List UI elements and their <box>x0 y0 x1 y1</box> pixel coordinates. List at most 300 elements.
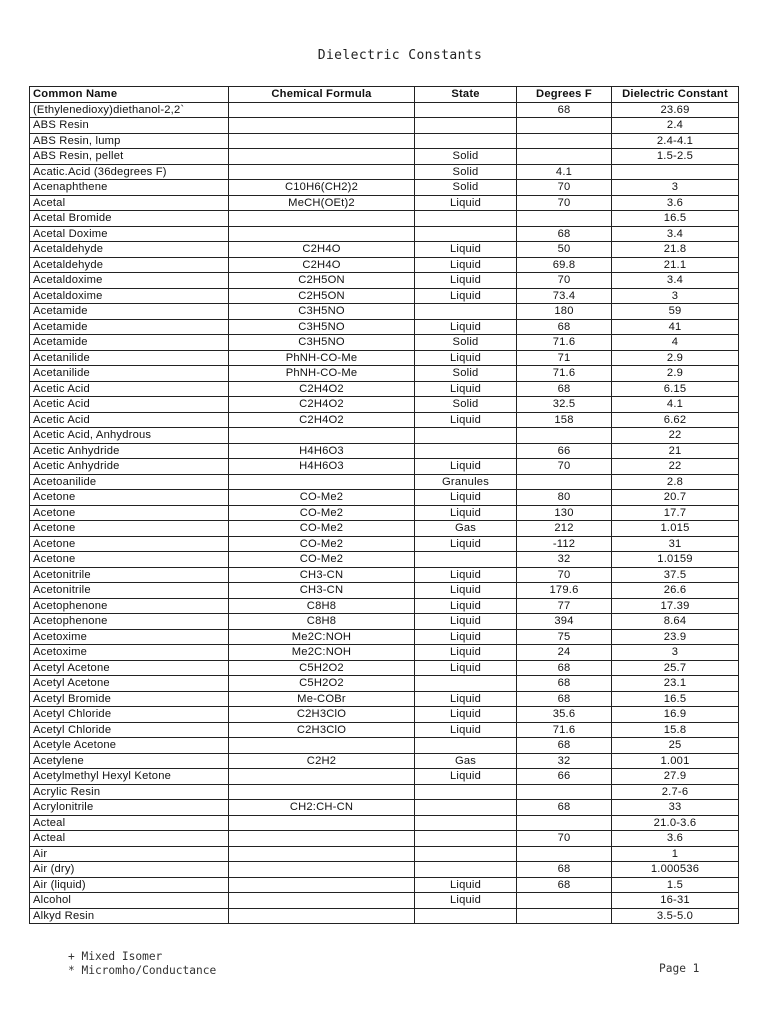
chemical-formula-cell <box>229 908 415 924</box>
table-row <box>30 273 739 289</box>
state-cell: Liquid <box>415 629 517 645</box>
dielectric-constant-cell: 23.69 <box>612 102 739 118</box>
table-row <box>30 443 739 459</box>
dielectric-constant-cell: 1.000536 <box>612 862 739 878</box>
chemical-formula-cell: C5H2O2 <box>229 676 415 692</box>
degrees-f-cell: 212 <box>517 521 612 537</box>
dielectric-constant-cell: 21.1 <box>612 257 739 273</box>
degrees-f-cell <box>517 815 612 831</box>
chemical-formula-cell: C2H3ClO <box>229 722 415 738</box>
degrees-f-cell: 75 <box>517 629 612 645</box>
table-row <box>30 164 739 180</box>
dielectric-constant-cell: 25.7 <box>612 660 739 676</box>
table-row <box>30 614 739 630</box>
common-name-cell: Acetyle Acetone <box>30 738 229 754</box>
common-name-cell: Acetyl Chloride <box>30 722 229 738</box>
table-row <box>30 211 739 227</box>
dielectric-constant-cell: 20.7 <box>612 490 739 506</box>
table-row <box>30 226 739 242</box>
common-name-cell: Acetophenone <box>30 614 229 630</box>
common-name-cell: Alcohol <box>30 893 229 909</box>
dielectric-constant-cell: 17.7 <box>612 505 739 521</box>
chemical-formula-cell: C2H4O2 <box>229 397 415 413</box>
column-header-state: State <box>415 87 517 103</box>
state-cell: Liquid <box>415 319 517 335</box>
degrees-f-cell: 158 <box>517 412 612 428</box>
chemical-formula-cell <box>229 877 415 893</box>
degrees-f-cell: 70 <box>517 273 612 289</box>
dielectric-constant-cell: 33 <box>612 800 739 816</box>
common-name-cell: Acteal <box>30 815 229 831</box>
chemical-formula-cell: C2H2 <box>229 753 415 769</box>
degrees-f-cell: 394 <box>517 614 612 630</box>
state-cell: Liquid <box>415 273 517 289</box>
dielectric-constant-cell: 17.39 <box>612 598 739 614</box>
dielectric-constant-cell: 2.4-4.1 <box>612 133 739 149</box>
state-cell: Liquid <box>415 598 517 614</box>
state-cell <box>415 133 517 149</box>
degrees-f-cell: 50 <box>517 242 612 258</box>
state-cell <box>415 304 517 320</box>
dielectric-constant-cell: 1.001 <box>612 753 739 769</box>
state-cell: Liquid <box>415 257 517 273</box>
common-name-cell: Acetic Acid <box>30 381 229 397</box>
state-cell <box>415 676 517 692</box>
table-row <box>30 505 739 521</box>
state-cell <box>415 738 517 754</box>
dielectric-constant-cell: 3.6 <box>612 831 739 847</box>
chemical-formula-cell <box>229 226 415 242</box>
table-row <box>30 381 739 397</box>
table-row <box>30 598 739 614</box>
degrees-f-cell <box>517 846 612 862</box>
degrees-f-cell <box>517 211 612 227</box>
dielectric-constant-cell: 6.62 <box>612 412 739 428</box>
degrees-f-cell: 70 <box>517 180 612 196</box>
state-cell <box>415 428 517 444</box>
table-row <box>30 397 739 413</box>
table-row <box>30 552 739 568</box>
chemical-formula-cell: CO-Me2 <box>229 505 415 521</box>
dielectric-constant-cell: 15.8 <box>612 722 739 738</box>
dielectric-constant-cell: 21.0-3.6 <box>612 815 739 831</box>
table-row <box>30 660 739 676</box>
chemical-formula-cell <box>229 474 415 490</box>
common-name-cell: Acetoxime <box>30 629 229 645</box>
degrees-f-cell <box>517 474 612 490</box>
dielectric-constant-cell: 31 <box>612 536 739 552</box>
dielectric-constant-cell: 16.9 <box>612 707 739 723</box>
degrees-f-cell: 24 <box>517 645 612 661</box>
state-cell: Liquid <box>415 660 517 676</box>
dielectric-constant-cell: 6.15 <box>612 381 739 397</box>
table-row <box>30 846 739 862</box>
table-row <box>30 412 739 428</box>
common-name-cell: Acetoxime <box>30 645 229 661</box>
degrees-f-cell: 68 <box>517 319 612 335</box>
column-header-chemical-formula: Chemical Formula <box>229 87 415 103</box>
table-row <box>30 567 739 583</box>
dielectric-constant-cell: 8.64 <box>612 614 739 630</box>
dielectric-constant-cell: 1.5 <box>612 877 739 893</box>
degrees-f-cell: -112 <box>517 536 612 552</box>
state-cell <box>415 784 517 800</box>
chemical-formula-cell: Me2C:NOH <box>229 645 415 661</box>
state-cell: Liquid <box>415 381 517 397</box>
table-row <box>30 257 739 273</box>
degrees-f-cell: 32 <box>517 753 612 769</box>
chemical-formula-cell <box>229 893 415 909</box>
state-cell: Liquid <box>415 722 517 738</box>
dielectric-constant-cell: 3.4 <box>612 273 739 289</box>
dielectric-table <box>29 86 739 924</box>
chemical-formula-cell: C2H4O2 <box>229 381 415 397</box>
chemical-formula-cell: C2H3ClO <box>229 707 415 723</box>
table-row <box>30 521 739 537</box>
table-row <box>30 319 739 335</box>
column-header-dielectric-constant: Dielectric Constant <box>612 87 739 103</box>
state-cell <box>415 846 517 862</box>
state-cell: Solid <box>415 366 517 382</box>
chemical-formula-cell <box>229 846 415 862</box>
dielectric-constant-cell: 1.0159 <box>612 552 739 568</box>
common-name-cell: Acetophenone <box>30 598 229 614</box>
chemical-formula-cell: C2H5ON <box>229 288 415 304</box>
table-row <box>30 474 739 490</box>
state-cell: Liquid <box>415 536 517 552</box>
common-name-cell: Alkyd Resin <box>30 908 229 924</box>
degrees-f-cell: 66 <box>517 443 612 459</box>
degrees-f-cell: 71 <box>517 350 612 366</box>
common-name-cell: Acetic Acid <box>30 397 229 413</box>
table-row <box>30 769 739 785</box>
state-cell: Solid <box>415 335 517 351</box>
common-name-cell: Acetal Doxime <box>30 226 229 242</box>
state-cell: Liquid <box>415 412 517 428</box>
state-cell: Liquid <box>415 242 517 258</box>
chemical-formula-cell: CO-Me2 <box>229 490 415 506</box>
chemical-formula-cell: H4H6O3 <box>229 443 415 459</box>
dielectric-constant-cell: 2.8 <box>612 474 739 490</box>
chemical-formula-cell: C2H4O <box>229 242 415 258</box>
state-cell: Liquid <box>415 350 517 366</box>
state-cell: Liquid <box>415 769 517 785</box>
table-row <box>30 102 739 118</box>
degrees-f-cell: 32.5 <box>517 397 612 413</box>
common-name-cell: Acetyl Acetone <box>30 676 229 692</box>
dielectric-constant-cell: 26.6 <box>612 583 739 599</box>
common-name-cell: Acrylic Resin <box>30 784 229 800</box>
dielectric-constant-cell: 16-31 <box>612 893 739 909</box>
chemical-formula-cell: C8H8 <box>229 598 415 614</box>
table-row <box>30 195 739 211</box>
dielectric-constant-cell: 4 <box>612 335 739 351</box>
common-name-cell: Acetone <box>30 490 229 506</box>
state-cell <box>415 226 517 242</box>
table-row <box>30 800 739 816</box>
chemical-formula-cell <box>229 118 415 134</box>
degrees-f-cell <box>517 133 612 149</box>
chemical-formula-cell <box>229 211 415 227</box>
dielectric-constant-cell: 25 <box>612 738 739 754</box>
column-header-degrees-f: Degrees F <box>517 87 612 103</box>
common-name-cell: Acetal Bromide <box>30 211 229 227</box>
common-name-cell: Acetyl Bromide <box>30 691 229 707</box>
chemical-formula-cell <box>229 164 415 180</box>
common-name-cell: Air <box>30 846 229 862</box>
table-row <box>30 877 739 893</box>
chemical-formula-cell: CH3-CN <box>229 567 415 583</box>
state-cell: Liquid <box>415 645 517 661</box>
state-cell <box>415 211 517 227</box>
degrees-f-cell <box>517 908 612 924</box>
table-row <box>30 676 739 692</box>
table-row <box>30 784 739 800</box>
common-name-cell: Acetonitrile <box>30 567 229 583</box>
common-name-cell: Acetanilide <box>30 350 229 366</box>
table-row <box>30 738 739 754</box>
table-row <box>30 490 739 506</box>
dielectric-constant-cell: 59 <box>612 304 739 320</box>
table-row <box>30 459 739 475</box>
degrees-f-cell: 68 <box>517 660 612 676</box>
state-cell: Solid <box>415 397 517 413</box>
degrees-f-cell: 68 <box>517 738 612 754</box>
dielectric-constant-cell: 41 <box>612 319 739 335</box>
chemical-formula-cell: C3H5NO <box>229 335 415 351</box>
table-row <box>30 722 739 738</box>
table-row <box>30 753 739 769</box>
table-row <box>30 583 739 599</box>
chemical-formula-cell: C10H6(CH2)2 <box>229 180 415 196</box>
chemical-formula-cell: CO-Me2 <box>229 536 415 552</box>
degrees-f-cell: 68 <box>517 862 612 878</box>
common-name-cell: Acetanilide <box>30 366 229 382</box>
dielectric-constant-cell: 2.9 <box>612 350 739 366</box>
page-number: Page 1 <box>659 962 700 975</box>
dielectric-constant-cell: 3 <box>612 645 739 661</box>
common-name-cell: Acteal <box>30 831 229 847</box>
table-row <box>30 707 739 723</box>
common-name-cell: Acetaldehyde <box>30 257 229 273</box>
dielectric-constant-cell: 1.5-2.5 <box>612 149 739 165</box>
degrees-f-cell: 71.6 <box>517 335 612 351</box>
chemical-formula-cell: C5H2O2 <box>229 660 415 676</box>
dielectric-constant-cell: 1 <box>612 846 739 862</box>
dielectric-constant-cell: 1.015 <box>612 521 739 537</box>
table-row <box>30 304 739 320</box>
footnote-conductance: * Micromho/Conductance <box>68 964 217 977</box>
dielectric-constant-cell: 16.5 <box>612 691 739 707</box>
common-name-cell: Acetyl Chloride <box>30 707 229 723</box>
dielectric-constant-cell: 16.5 <box>612 211 739 227</box>
common-name-cell: Acetaldoxime <box>30 288 229 304</box>
chemical-formula-cell: CO-Me2 <box>229 521 415 537</box>
degrees-f-cell: 70 <box>517 831 612 847</box>
degrees-f-cell: 68 <box>517 691 612 707</box>
degrees-f-cell: 180 <box>517 304 612 320</box>
state-cell: Gas <box>415 521 517 537</box>
footnote-mixed-isomer: + Mixed Isomer <box>68 950 163 963</box>
common-name-cell: Acrylonitrile <box>30 800 229 816</box>
table-row <box>30 149 739 165</box>
table-row <box>30 908 739 924</box>
chemical-formula-cell: Me-COBr <box>229 691 415 707</box>
table-row <box>30 831 739 847</box>
page-title: Dielectric Constants <box>317 48 483 63</box>
dielectric-constant-cell <box>612 164 739 180</box>
state-cell <box>415 443 517 459</box>
chemical-formula-cell: H4H6O3 <box>229 459 415 475</box>
state-cell: Liquid <box>415 459 517 475</box>
degrees-f-cell: 68 <box>517 800 612 816</box>
state-cell: Liquid <box>415 893 517 909</box>
dielectric-constant-cell: 21.8 <box>612 242 739 258</box>
degrees-f-cell: 71.6 <box>517 366 612 382</box>
degrees-f-cell <box>517 149 612 165</box>
table-row <box>30 536 739 552</box>
table-row <box>30 691 739 707</box>
table-row <box>30 815 739 831</box>
common-name-cell: ABS Resin, pellet <box>30 149 229 165</box>
common-name-cell: Acetic Acid <box>30 412 229 428</box>
table-row <box>30 288 739 304</box>
dielectric-constant-cell: 22 <box>612 428 739 444</box>
state-cell: Liquid <box>415 877 517 893</box>
state-cell <box>415 815 517 831</box>
common-name-cell: Acetic Anhydride <box>30 443 229 459</box>
degrees-f-cell <box>517 784 612 800</box>
common-name-cell: Acetonitrile <box>30 583 229 599</box>
state-cell: Solid <box>415 180 517 196</box>
degrees-f-cell: 66 <box>517 769 612 785</box>
degrees-f-cell: 77 <box>517 598 612 614</box>
state-cell: Solid <box>415 164 517 180</box>
table-row <box>30 428 739 444</box>
table-row <box>30 118 739 134</box>
degrees-f-cell <box>517 118 612 134</box>
common-name-cell: Acetone <box>30 536 229 552</box>
state-cell: Liquid <box>415 288 517 304</box>
chemical-formula-cell: PhNH-CO-Me <box>229 350 415 366</box>
degrees-f-cell: 69.8 <box>517 257 612 273</box>
chemical-formula-cell: CH3-CN <box>229 583 415 599</box>
chemical-formula-cell: C8H8 <box>229 614 415 630</box>
dielectric-constant-cell: 3.6 <box>612 195 739 211</box>
chemical-formula-cell: Me2C:NOH <box>229 629 415 645</box>
degrees-f-cell: 70 <box>517 195 612 211</box>
degrees-f-cell: 68 <box>517 226 612 242</box>
chemical-formula-cell: C2H4O2 <box>229 412 415 428</box>
degrees-f-cell: 68 <box>517 381 612 397</box>
chemical-formula-cell <box>229 831 415 847</box>
degrees-f-cell: 71.6 <box>517 722 612 738</box>
degrees-f-cell: 4.1 <box>517 164 612 180</box>
state-cell <box>415 908 517 924</box>
chemical-formula-cell: C3H5NO <box>229 304 415 320</box>
degrees-f-cell: 32 <box>517 552 612 568</box>
state-cell: Liquid <box>415 583 517 599</box>
degrees-f-cell: 70 <box>517 459 612 475</box>
degrees-f-cell: 80 <box>517 490 612 506</box>
table-row <box>30 133 739 149</box>
chemical-formula-cell <box>229 102 415 118</box>
common-name-cell: Acetaldoxime <box>30 273 229 289</box>
common-name-cell: Acetone <box>30 505 229 521</box>
state-cell: Liquid <box>415 490 517 506</box>
table-row <box>30 862 739 878</box>
degrees-f-cell: 179.6 <box>517 583 612 599</box>
chemical-formula-cell <box>229 769 415 785</box>
common-name-cell: ABS Resin <box>30 118 229 134</box>
state-cell: Gas <box>415 753 517 769</box>
common-name-cell: Acenaphthene <box>30 180 229 196</box>
chemical-formula-cell <box>229 815 415 831</box>
common-name-cell: Acetal <box>30 195 229 211</box>
state-cell: Granules <box>415 474 517 490</box>
state-cell <box>415 118 517 134</box>
common-name-cell: Acetamide <box>30 304 229 320</box>
chemical-formula-cell <box>229 133 415 149</box>
common-name-cell: Acetic Anhydride <box>30 459 229 475</box>
common-name-cell: Acetoanilide <box>30 474 229 490</box>
common-name-cell: Acetone <box>30 521 229 537</box>
column-header-common-name: Common Name <box>30 87 229 103</box>
chemical-formula-cell <box>229 428 415 444</box>
dielectric-constant-cell: 37.5 <box>612 567 739 583</box>
dielectric-constant-cell: 4.1 <box>612 397 739 413</box>
dielectric-constant-cell: 23.1 <box>612 676 739 692</box>
table-row <box>30 893 739 909</box>
common-name-cell: Acetylmethyl Hexyl Ketone <box>30 769 229 785</box>
common-name-cell: Air (dry) <box>30 862 229 878</box>
state-cell <box>415 831 517 847</box>
dielectric-constant-cell: 3 <box>612 180 739 196</box>
common-name-cell: ABS Resin, lump <box>30 133 229 149</box>
dielectric-constant-cell: 2.4 <box>612 118 739 134</box>
common-name-cell: Acetylene <box>30 753 229 769</box>
dielectric-constant-cell: 23.9 <box>612 629 739 645</box>
chemical-formula-cell <box>229 149 415 165</box>
state-cell: Liquid <box>415 691 517 707</box>
degrees-f-cell: 68 <box>517 676 612 692</box>
dielectric-constant-cell: 2.7-6 <box>612 784 739 800</box>
state-cell: Liquid <box>415 505 517 521</box>
state-cell <box>415 102 517 118</box>
table-row <box>30 629 739 645</box>
state-cell <box>415 552 517 568</box>
state-cell <box>415 862 517 878</box>
dielectric-constant-cell: 3 <box>612 288 739 304</box>
common-name-cell: Acetone <box>30 552 229 568</box>
footnotes <box>68 950 216 978</box>
chemical-formula-cell: MeCH(OEt)2 <box>229 195 415 211</box>
degrees-f-cell: 35.6 <box>517 707 612 723</box>
chemical-formula-cell <box>229 862 415 878</box>
chemical-formula-cell <box>229 738 415 754</box>
common-name-cell: Acetamide <box>30 335 229 351</box>
degrees-f-cell: 68 <box>517 102 612 118</box>
degrees-f-cell: 130 <box>517 505 612 521</box>
chemical-formula-cell: C2H5ON <box>229 273 415 289</box>
dielectric-constant-cell: 27.9 <box>612 769 739 785</box>
common-name-cell: Acetyl Acetone <box>30 660 229 676</box>
state-cell: Liquid <box>415 614 517 630</box>
common-name-cell: Acetic Acid, Anhydrous <box>30 428 229 444</box>
degrees-f-cell <box>517 428 612 444</box>
table-row <box>30 366 739 382</box>
table-row <box>30 180 739 196</box>
